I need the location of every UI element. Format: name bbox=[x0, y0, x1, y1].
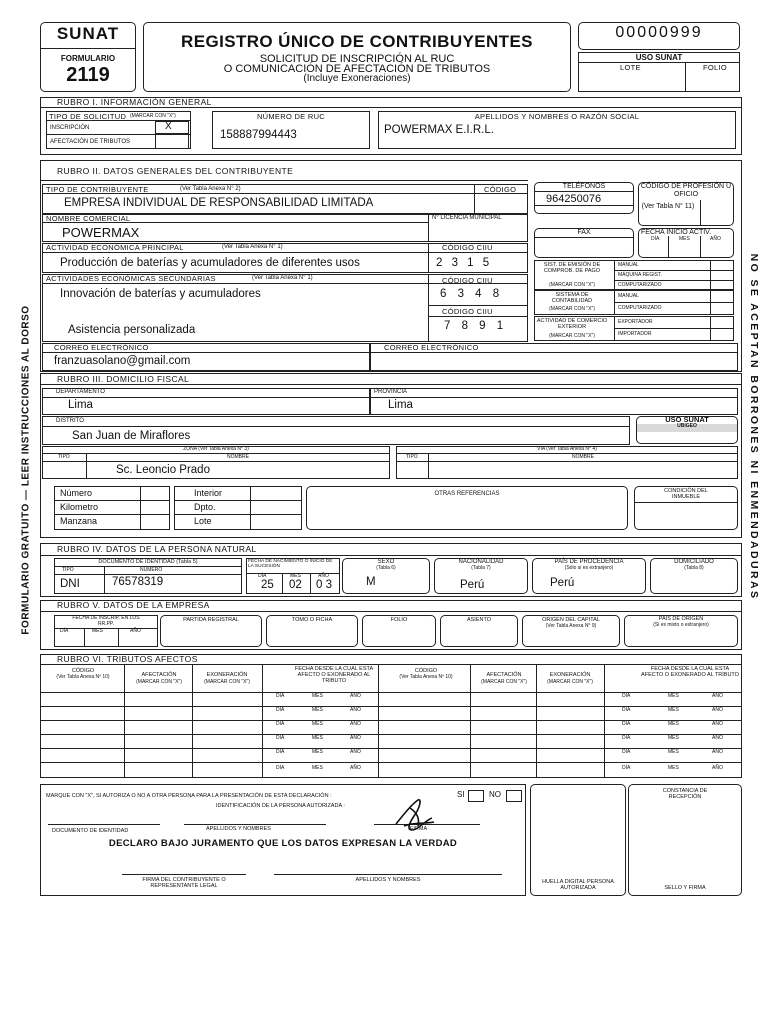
sist-emision-marcar: (MARCAR CON "X") bbox=[549, 282, 595, 288]
fecha-inscrip-label: FECHA DE INSCRIP. EN LOS RR.PP. bbox=[72, 615, 140, 627]
afectacion-label: AFECTACIÓN DE TRIBUTOS bbox=[50, 139, 131, 145]
serial-number: 00000999 bbox=[615, 24, 703, 41]
trib-exoneracion-l: EXONERACIÓN bbox=[206, 672, 248, 678]
origen-capital-label: ORIGEN DEL CAPITAL bbox=[542, 617, 600, 623]
contab-manual: MANUAL bbox=[618, 293, 639, 299]
inscrip-dia: DÍA bbox=[60, 628, 69, 634]
ruc-label: NÚMERO DE RUC bbox=[256, 112, 326, 121]
doc-tipo-label: TIPO bbox=[62, 567, 74, 573]
otras-ref-label: OTRAS REFERENCIAS bbox=[434, 491, 500, 497]
act-sec-2[interactable]: Asistencia personalizada bbox=[68, 324, 196, 336]
codigo-ciiu-label-3: CÓDIGO CIIU bbox=[442, 307, 493, 316]
trib-afectacion-l: AFECTACIÓN bbox=[141, 672, 177, 678]
sexo-label: SEXO bbox=[377, 559, 395, 565]
afectacion-checkbox[interactable] bbox=[155, 134, 189, 149]
contabilidad-marcar: (MARCAR CON "X") bbox=[549, 306, 595, 312]
apellidos-label: APELLIDOS Y NOMBRES bbox=[206, 826, 271, 832]
fecha-nac-anio[interactable]: 0 3 bbox=[316, 579, 332, 591]
pais-procedencia-hint: (Sólo si es extranjero) bbox=[564, 565, 614, 571]
distrito-value[interactable]: San Juan de Miraflores bbox=[72, 430, 191, 442]
firma-contrib-label: FIRMA DEL CONTRIBUYENTE O REPRESENTANTE LEGAL bbox=[142, 877, 226, 890]
side-right-text: NO SE ACEPTAN BORRONES NI ENMENDADURAS bbox=[748, 253, 760, 601]
pais-procedencia-label: PAÍS DE PROCEDENCIA bbox=[554, 559, 624, 565]
manzana-label: Manzana bbox=[60, 516, 98, 526]
formulario-label: FORMULARIO bbox=[60, 54, 116, 63]
trib-r-r1-mes: MES bbox=[668, 693, 679, 699]
trib-r-r1-anio: AÑO bbox=[712, 693, 723, 699]
sexo-value[interactable]: M bbox=[366, 576, 376, 588]
constancia-label: CONSTANCIA DE RECEPCIÓN bbox=[662, 788, 708, 801]
identificacion-text: IDENTIFICACIÓN DE LA PERSONA AUTORIZADA : bbox=[216, 803, 345, 809]
page-title: REGISTRO ÚNICO DE CONTRIBUYENTES bbox=[181, 32, 533, 51]
tipo-solicitud-label: TIPO DE SOLICITUD bbox=[49, 112, 127, 121]
via-tipo-label: TIPO bbox=[406, 454, 418, 460]
telefonos-label: TELÉFONOS bbox=[562, 183, 606, 190]
nacionalidad-value[interactable]: Perú bbox=[460, 579, 485, 591]
declaracion-jurada: DECLARO BAJO JURAMENTO QUE LOS DATOS EXPRESAN LA VERDAD bbox=[108, 838, 458, 849]
inscripcion-mark: X bbox=[165, 121, 172, 132]
codigo-ciiu-label-2: CÓDIGO CIIU bbox=[442, 276, 493, 285]
trib-l-r3-anio: AÑO bbox=[350, 721, 361, 727]
fecha-inicio-dia: DÍA bbox=[651, 236, 660, 242]
act-principal-label: ACTIVIDAD ECONÓMICA PRINCIPAL bbox=[46, 243, 184, 252]
inscrip-mes: MES bbox=[92, 628, 103, 634]
huella-label: HUELLA DIGITAL PERSONA AUTORIZADA bbox=[542, 879, 614, 892]
provincia-value[interactable]: Lima bbox=[388, 399, 413, 411]
codigo-profesion-label: CÓDIGO DE PROFESIÓN U OFICIO bbox=[640, 183, 732, 198]
emision-maquina: MÁQUINA REGIST. bbox=[618, 272, 662, 278]
fecha-nac-anio-label: AÑO bbox=[318, 573, 329, 579]
trib-l-r6-anio: AÑO bbox=[350, 765, 361, 771]
trib-r-r6-anio: AÑO bbox=[712, 765, 723, 771]
inscripcion-checkbox[interactable] bbox=[155, 121, 189, 134]
nombre-comercial-value[interactable]: POWERMAX bbox=[62, 225, 140, 240]
domiciliado-tabla: (Tabla 8) bbox=[684, 565, 704, 571]
distrito-label: DISTRITO bbox=[56, 418, 84, 424]
zona-tipo-label: TIPO bbox=[58, 454, 70, 460]
trib-l-r2-dia: DÍA bbox=[276, 707, 285, 713]
trib-r-r5-mes: MES bbox=[668, 749, 679, 755]
correo-label: CORREO ELECTRÓNICO bbox=[54, 343, 149, 352]
fecha-nac-mes[interactable]: 02 bbox=[289, 579, 302, 591]
inscrip-anio: AÑO bbox=[130, 628, 141, 634]
fecha-inicio-mes: MES bbox=[679, 236, 690, 242]
asiento-label: ASIENTO bbox=[466, 617, 492, 623]
fecha-inicio-anio: AÑO bbox=[710, 236, 721, 242]
apellidos2-label: APELLIDOS Y NOMBRES bbox=[355, 877, 421, 883]
zona-label: ZONA (Ver Tabla Anexa N° 3) bbox=[183, 446, 249, 452]
ver-tabla-1b: (Ver Tabla Anexa N° 1) bbox=[252, 275, 313, 281]
sexo-tabla: (Tabla 6) bbox=[376, 565, 396, 571]
origen-capital-tabla: (Ver Tabla Anexa N° 9) bbox=[545, 623, 597, 629]
trib-r-r3-mes: MES bbox=[668, 721, 679, 727]
trib-r-r1-dia: DÍA bbox=[622, 693, 631, 699]
trib-tabla-r: (Ver Tabla Anexa Nº 10) bbox=[399, 674, 453, 680]
autoriza-no-checkbox[interactable] bbox=[506, 790, 522, 802]
via-label: VIA (Ver Tabla Anexa N° 4) bbox=[537, 446, 597, 452]
rubro-4-title: RUBRO IV. DATOS DE LA PERSONA NATURAL bbox=[57, 544, 257, 554]
licencia-label: N° LICENCIA MUNICIPAL bbox=[432, 215, 502, 221]
tomo-label: TOMO O FICHA bbox=[291, 617, 333, 623]
trib-l-r6-mes: MES bbox=[312, 765, 323, 771]
folio-label: FOLIO bbox=[703, 63, 728, 72]
emision-computarizado: COMPUTARIZADO bbox=[618, 282, 662, 288]
trib-r-r2-mes: MES bbox=[668, 707, 679, 713]
telefono-value[interactable]: 964250076 bbox=[546, 193, 602, 205]
trib-l-r3-mes: MES bbox=[312, 721, 323, 727]
signature bbox=[390, 796, 440, 836]
folio-empresa-label: FOLIO bbox=[390, 617, 408, 623]
trib-codigo-label-l: CÓDIGO bbox=[71, 668, 95, 674]
comercio-ext-marcar: (MARCAR CON "X") bbox=[549, 333, 595, 339]
ver-tabla-1: (Ver Tabla Anexa N° 1) bbox=[222, 244, 283, 250]
emision-manual: MANUAL bbox=[618, 262, 639, 268]
sunat-logo: SUNAT bbox=[56, 24, 120, 43]
ubigeo-uso-sunat: USO SUNAT bbox=[665, 415, 709, 424]
trib-r-r2-dia: DÍA bbox=[622, 707, 631, 713]
condicion-inmueble-label: CONDICIÓN DEL INMUEBLE bbox=[664, 488, 708, 501]
trib-l-r4-mes: MES bbox=[312, 735, 323, 741]
via-nombre-label: NOMBRE bbox=[572, 454, 594, 460]
tipo-contrib-label: TIPO DE CONTRIBUYENTE bbox=[46, 185, 149, 194]
trib-l-r1-dia: DÍA bbox=[276, 693, 285, 699]
codigo-ciiu-label: CÓDIGO CIIU bbox=[442, 243, 493, 252]
exportador-label: EXPORTADOR bbox=[618, 319, 653, 325]
subtitle-2: O COMUNICACIÓN DE AFECTACIÓN DE TRIBUTOS bbox=[223, 63, 491, 75]
formulario-number: 2119 bbox=[66, 64, 110, 86]
trib-l-r4-dia: DÍA bbox=[276, 735, 285, 741]
trib-l-r1-mes: MES bbox=[312, 693, 323, 699]
razon-social-value[interactable]: POWERMAX E.I.R.L. bbox=[384, 124, 494, 136]
zona-value[interactable]: Sc. Leoncio Prado bbox=[116, 464, 210, 476]
doc-tipo-value[interactable]: DNI bbox=[60, 578, 80, 590]
trib-fecha-r: FECHA DESDE LA CUAL ESTA AFECTO O EXONERADO AL TRIBUTO bbox=[641, 666, 739, 679]
doc-identidad-label: DOCUMENTO DE IDENTIDAD (Tabla 5) bbox=[98, 559, 198, 565]
act-principal-value[interactable]: Producción de baterías y acumuladores de diferentes usos bbox=[60, 257, 360, 269]
pais-origen-label: PAÍS DE ORIGEN bbox=[658, 616, 704, 622]
trib-r-r3-anio: AÑO bbox=[712, 721, 723, 727]
codigo-label: CÓDIGO bbox=[484, 185, 517, 194]
correo2-label: CORREO ELECTRÓNICO bbox=[384, 343, 479, 352]
lote-label: LOTE bbox=[620, 63, 641, 72]
ciiu-sec-2[interactable]: 7 8 9 1 bbox=[444, 320, 508, 332]
trib-exoneracion-r: EXONERACIÓN bbox=[549, 672, 591, 678]
ciiu-sec-1[interactable]: 6 3 4 8 bbox=[440, 288, 504, 300]
autoriza-no-label: NO bbox=[489, 790, 501, 799]
provincia-label: PROVINCIA bbox=[374, 389, 408, 395]
departamento-label: DEPARTAMENTO bbox=[56, 389, 105, 395]
uso-sunat-label: USO SUNAT bbox=[635, 53, 683, 62]
trib-afect-marcar-l: (MARCAR CON "X") bbox=[136, 679, 182, 685]
comercio-ext-label: ACTIVIDAD DE COMERCIO EXTERIOR bbox=[536, 318, 608, 331]
razon-social-label: APELLIDOS Y NOMBRES O RAZÓN SOCIAL bbox=[474, 112, 640, 121]
trib-codigo-label-r: CÓDIGO bbox=[414, 668, 438, 674]
trib-r-r4-anio: AÑO bbox=[712, 735, 723, 741]
nacionalidad-label: NACIONALIDAD bbox=[458, 559, 504, 565]
trib-exon-marcar-r: (MARCAR CON "X") bbox=[547, 679, 593, 685]
ubigeo-label: UBIGEO bbox=[677, 423, 697, 429]
constancia-box bbox=[628, 784, 742, 896]
subtitle-1: SOLICITUD DE INSCRIPCIÓN AL RUC bbox=[259, 53, 455, 65]
fecha-nac-label: FECHA DE NACIMIENTO O INICIO DE LA SUCESIÓN bbox=[248, 559, 333, 570]
subtitle-3: (Incluye Exoneraciones) bbox=[303, 73, 411, 84]
fecha-nac-dia-label: DÍA bbox=[258, 573, 267, 579]
zona-nombre-label: NOMBRE bbox=[227, 454, 249, 460]
ver-tabla-2: (Ver Tabla Anexa N° 2) bbox=[180, 186, 241, 192]
autoriza-si-label: SI bbox=[457, 790, 465, 799]
trib-l-r6-dia: DÍA bbox=[276, 765, 285, 771]
trib-tabla-l: (Ver Tabla Anexa Nº 10) bbox=[56, 674, 110, 680]
nacionalidad-tabla: (Tabla 7) bbox=[471, 565, 491, 571]
trib-r-r5-dia: DÍA bbox=[622, 749, 631, 755]
lote-label-domicilio: Lote bbox=[194, 516, 212, 526]
ver-tabla-11: (Ver Tabla N° 11) bbox=[641, 203, 695, 210]
trib-l-r3-dia: DÍA bbox=[276, 721, 285, 727]
trib-l-r2-mes: MES bbox=[312, 707, 323, 713]
trib-l-r1-anio: AÑO bbox=[350, 693, 361, 699]
pais-origen-hint: (Si es mixto o extranjero) bbox=[653, 622, 709, 628]
trib-r-r6-mes: MES bbox=[668, 765, 679, 771]
trib-r-r2-anio: AÑO bbox=[712, 707, 723, 713]
correo-value[interactable]: franzuasolano@gmail.com bbox=[54, 355, 191, 367]
partida-label: PARTIDA REGISTRAL bbox=[183, 617, 239, 623]
numero-label: Número bbox=[60, 488, 93, 498]
trib-fecha-l: FECHA DESDE LA CUAL ESTA AFECTO O EXONERADO AL TRIBUTO bbox=[294, 666, 374, 685]
trib-l-r5-mes: MES bbox=[312, 749, 323, 755]
inscripcion-label: INSCRIPCIÓN bbox=[50, 125, 90, 131]
sist-emision-label: SIST. DE EMISIÓN DE COMPROB. DE PAGO bbox=[543, 262, 601, 275]
documento-label: DOCUMENTO DE IDENTIDAD bbox=[52, 828, 129, 834]
pais-procedencia-value[interactable]: Perú bbox=[550, 577, 575, 589]
rubro-1-title: RUBRO I. INFORMACIÓN GENERAL bbox=[57, 97, 212, 107]
rubro-6-title: RUBRO VI. TRIBUTOS AFECTOS bbox=[57, 654, 198, 664]
fecha-nac-mes-label: MES bbox=[290, 573, 301, 579]
tipo-contrib-value[interactable]: EMPRESA INDIVIDUAL DE RESPONSABILIDAD LIMITADA bbox=[64, 197, 374, 209]
contabilidad-label: SISTEMA DE CONTABILIDAD bbox=[551, 292, 593, 305]
trib-r-r3-dia: DÍA bbox=[622, 721, 631, 727]
fecha-nac-dia[interactable]: 25 bbox=[261, 579, 274, 591]
trib-l-r5-anio: AÑO bbox=[350, 749, 361, 755]
fax-label: FAX bbox=[577, 229, 591, 236]
rubro-3-title: RUBRO III. DOMICILIO FISCAL bbox=[57, 374, 190, 384]
departamento-value[interactable]: Lima bbox=[68, 399, 93, 411]
fecha-inicio-label: FECHA INICIO ACTIV. bbox=[641, 229, 712, 236]
contab-computarizado: COMPUTARIZADO bbox=[618, 305, 662, 311]
rubro-2-title: RUBRO II. DATOS GENERALES DEL CONTRIBUYENTE bbox=[57, 166, 294, 176]
autoriza-text: MARQUE CON "X", SI AUTORIZA O NO A OTRA PERSONA PARA LA PRESENTACIÓN DE ESTA DECLARACIÓN : bbox=[46, 793, 332, 799]
dpto-label: Dpto. bbox=[194, 502, 216, 512]
trib-afectacion-r: AFECTACIÓN bbox=[486, 672, 522, 678]
kilometro-label: Kilometro bbox=[60, 502, 99, 512]
sello-label: SELLO Y FIRMA bbox=[664, 885, 706, 891]
act-sec-1[interactable]: Innovación de baterías y acumuladores bbox=[60, 288, 261, 300]
trib-l-r2-anio: AÑO bbox=[350, 707, 361, 713]
trib-afect-marcar-r: (MARCAR CON "X") bbox=[481, 679, 527, 685]
firma-label: FIRMA bbox=[410, 826, 428, 832]
interior-label: Interior bbox=[194, 488, 223, 498]
rubro-5-title: RUBRO V. DATOS DE LA EMPRESA bbox=[57, 600, 210, 610]
domiciliado-label: DOMICILIADO bbox=[674, 559, 714, 565]
trib-exon-marcar-l: (MARCAR CON "X") bbox=[204, 679, 250, 685]
autoriza-si-checkbox[interactable] bbox=[468, 790, 484, 802]
trib-l-r5-dia: DÍA bbox=[276, 749, 285, 755]
trib-r-r4-mes: MES bbox=[668, 735, 679, 741]
trib-l-r4-anio: AÑO bbox=[350, 735, 361, 741]
importador-label: IMPORTADOR bbox=[618, 331, 652, 337]
doc-numero-value[interactable]: 76578319 bbox=[112, 576, 164, 588]
side-left-text: FORMULARIO GRATUITO — LEER INSTRUCCIONES AL DORSO bbox=[20, 305, 32, 635]
nombre-comercial-label: NOMBRE COMERCIAL bbox=[46, 214, 131, 223]
trib-r-r5-anio: AÑO bbox=[712, 749, 723, 755]
ciiu-principal[interactable]: 2 3 1 5 bbox=[436, 257, 493, 269]
doc-numero-label: NÚMERO bbox=[140, 567, 163, 573]
act-sec-label: ACTIVIDADES ECONÓMICAS SECUNDARIAS bbox=[46, 274, 216, 283]
ruc-value[interactable]: 158887994443 bbox=[220, 129, 297, 141]
trib-r-r4-dia: DÍA bbox=[622, 735, 631, 741]
trib-r-r6-dia: DÍA bbox=[622, 765, 631, 771]
marcar-x-hint: (MARCAR CON "X") bbox=[130, 113, 176, 119]
